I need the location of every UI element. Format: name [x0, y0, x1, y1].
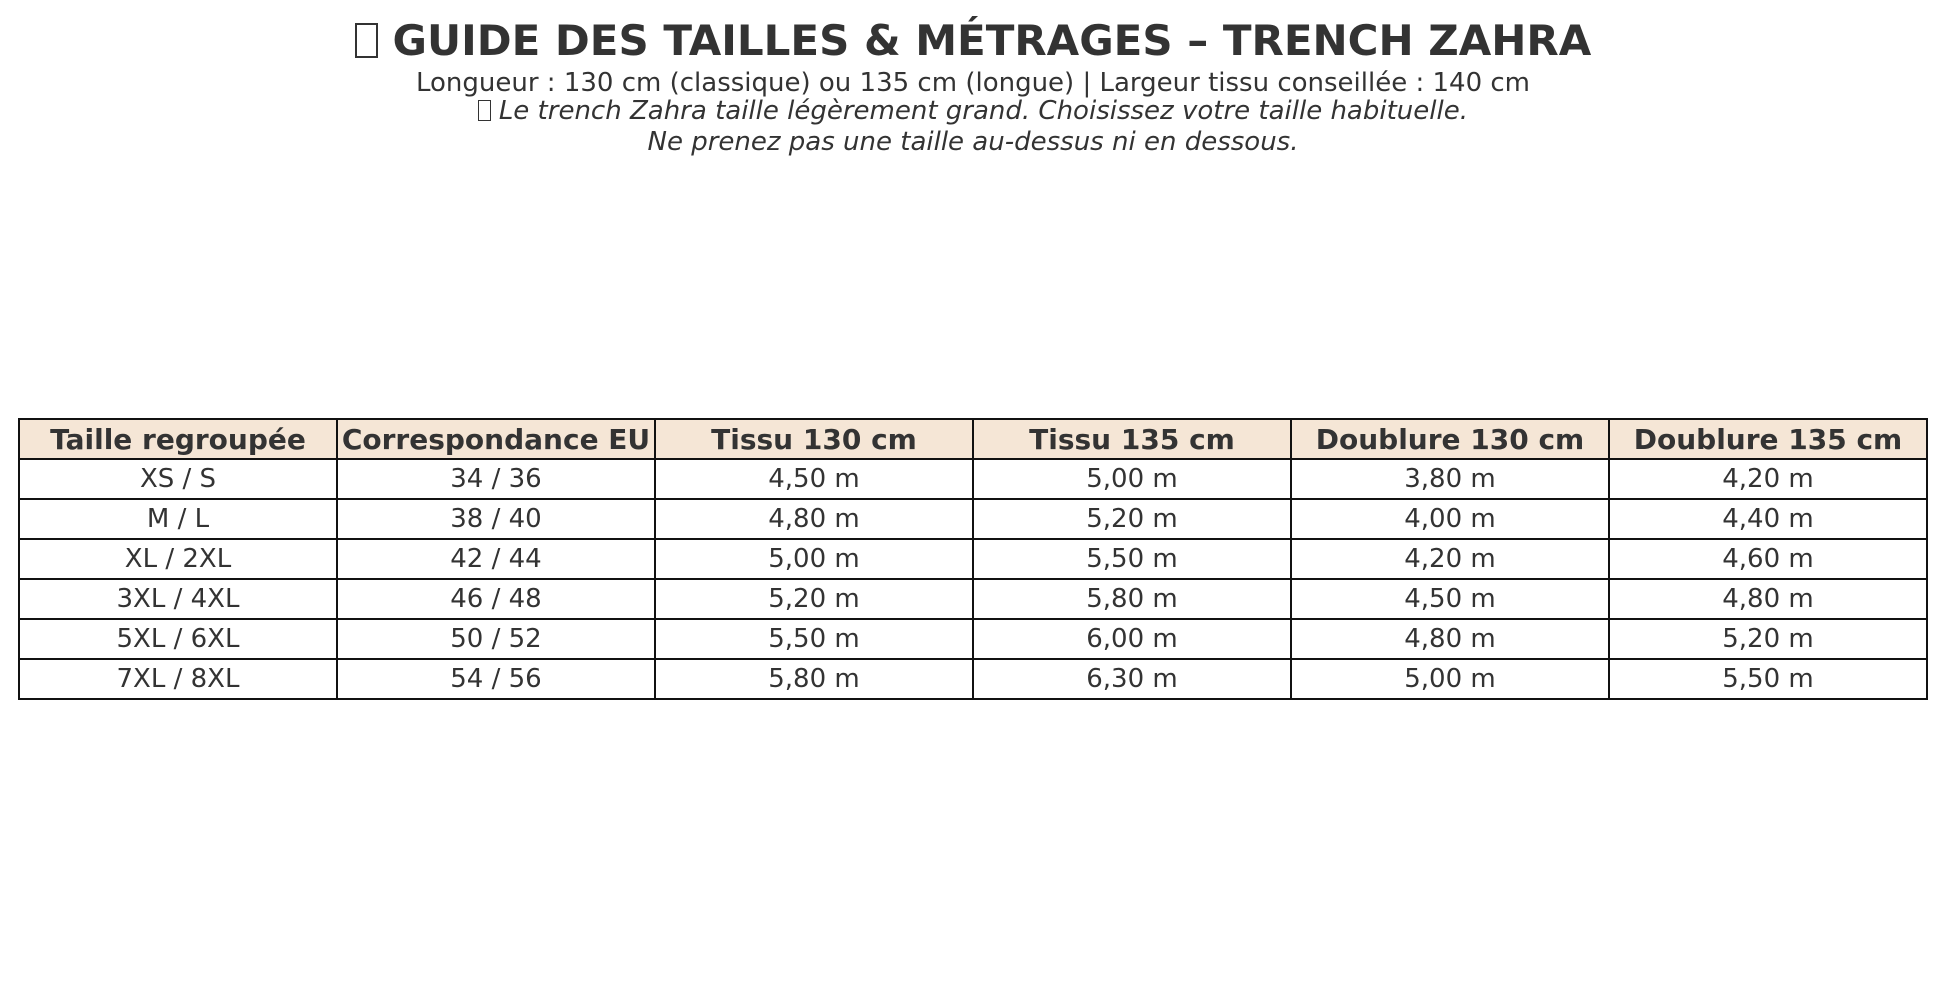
table-cell: 4,80 m — [1291, 619, 1609, 659]
table-cell: 5,20 m — [973, 499, 1291, 539]
table-cell: 3XL / 4XL — [19, 579, 337, 619]
table-row — [19, 619, 1927, 659]
table-cell: 5,50 m — [973, 539, 1291, 579]
fit-note-text: Le trench Zahra taille légèrement grand. Choisissez votre taille habituelle. — [498, 96, 1468, 126]
table-cell: 5,20 m — [1609, 619, 1927, 659]
table-cell: 4,80 m — [655, 499, 973, 539]
table-cell: 6,30 m — [973, 659, 1291, 699]
table-cell: 5,50 m — [655, 619, 973, 659]
table-cell: 54 / 56 — [337, 659, 655, 699]
fit-note — [0, 95, 1946, 127]
table-cell: 4,60 m — [1609, 539, 1927, 579]
table-cell: XL / 2XL — [19, 539, 337, 579]
table-cell: 46 / 48 — [337, 579, 655, 619]
fit-advice: Ne prenez pas une taille au-dessus ni en dessous. — [647, 127, 1299, 157]
table-cell: 34 / 36 — [337, 459, 655, 499]
table-cell: 4,00 m — [1291, 499, 1609, 539]
table-row — [19, 539, 1927, 579]
table-cell: 5,20 m — [655, 579, 973, 619]
size-table — [18, 418, 1928, 700]
column-header-lining-135: Doublure 135 cm — [1609, 419, 1927, 459]
table-cell: 5,80 m — [973, 579, 1291, 619]
table-cell: 4,20 m — [1609, 459, 1927, 499]
table-cell: 4,50 m — [1291, 579, 1609, 619]
missing-glyph-icon — [355, 23, 378, 59]
table-cell: 7XL / 8XL — [19, 659, 337, 699]
table-cell: 5,00 m — [973, 459, 1291, 499]
table-cell: 38 / 40 — [337, 499, 655, 539]
table-row — [19, 659, 1927, 699]
table-cell: 5,00 m — [655, 539, 973, 579]
table-cell: 6,00 m — [973, 619, 1291, 659]
length-info: Longueur : 130 cm (classique) ou 135 cm (longue) | Largeur tissu conseillée : 140 cm — [415, 68, 1531, 98]
column-header-fabric-135: Tissu 135 cm — [973, 419, 1291, 459]
column-header-lining-130: Doublure 130 cm — [1291, 419, 1609, 459]
table-cell: 50 / 52 — [337, 619, 655, 659]
page-title-text: GUIDE DES TAILLES & MÉTRAGES – TRENCH ZAHRA — [392, 16, 1592, 65]
column-header-fabric-130: Tissu 130 cm — [655, 419, 973, 459]
table-header-row — [19, 419, 1927, 459]
table-cell: 5XL / 6XL — [19, 619, 337, 659]
table-cell: 4,40 m — [1609, 499, 1927, 539]
column-header-size-group: Taille regroupée — [19, 419, 337, 459]
table-cell: 4,50 m — [655, 459, 973, 499]
table-cell: M / L — [19, 499, 337, 539]
table-row — [19, 499, 1927, 539]
table-cell: 5,00 m — [1291, 659, 1609, 699]
table-cell: 4,80 m — [1609, 579, 1927, 619]
column-header-eu-correspondence: Correspondance EU — [337, 419, 655, 459]
table-row — [19, 579, 1927, 619]
table-cell: 5,50 m — [1609, 659, 1927, 699]
table-cell: 5,80 m — [655, 659, 973, 699]
missing-glyph-icon — [478, 100, 491, 121]
table-cell: 3,80 m — [1291, 459, 1609, 499]
table-cell: 4,20 m — [1291, 539, 1609, 579]
table-row — [19, 459, 1927, 499]
table-cell: XS / S — [19, 459, 337, 499]
table-cell: 42 / 44 — [337, 539, 655, 579]
page-title — [0, 16, 1946, 66]
